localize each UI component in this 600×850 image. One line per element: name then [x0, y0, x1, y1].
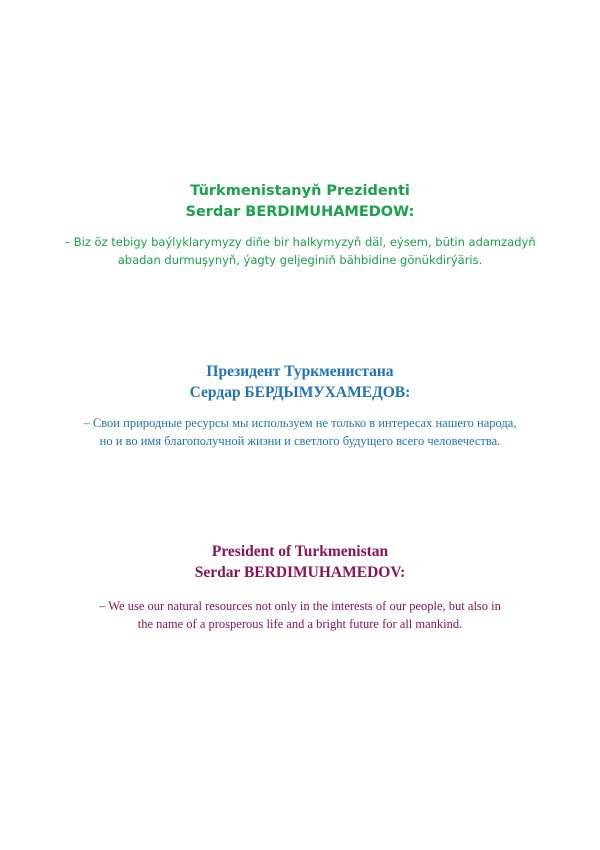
russian-title-line1: Президент Туркменистана	[206, 363, 394, 380]
russian-quote-section	[0, 361, 600, 450]
turkmen-title-line1: Türkmenistanyň Prezidenti	[190, 183, 410, 199]
russian-quote-line1: – Свои природные ресурсы мы используем не только в интересах нашего народа,	[83, 416, 517, 430]
english-quote-line2: the name of a prosperous life and a bright future for all mankind.	[137, 617, 463, 631]
turkmen-quote-line1: – Biz öz tebigy baýlyklarymyzy diňe bir halkymyzyň däl, eýsem, bütin adamzadyň	[64, 235, 536, 249]
english-quote-line1: – We use our natural resources not only in the interests of our people, but also in	[99, 599, 501, 613]
english-title-line1: President of Turkmenistan	[211, 543, 389, 560]
turkmen-quote-line2: abadan durmuşynyň, ýagty geljeginiň bähbidine gönükdirýäris.	[117, 253, 483, 267]
russian-title-line2: Сердар БЕРДЫМУХАМЕДОВ:	[189, 384, 411, 401]
english-quote	[0, 597, 600, 633]
english-quote-section	[0, 541, 600, 633]
english-title	[0, 541, 600, 583]
turkmen-title	[0, 181, 600, 223]
turkmen-quote-section	[0, 181, 600, 269]
turkmen-quote	[0, 233, 600, 269]
russian-title	[0, 361, 600, 403]
russian-quote-line2: но и во имя благополучной жизни и светлого будущего всего человечества.	[99, 434, 501, 448]
english-title-line2: Serdar BERDIMUHAMEDOV:	[194, 564, 406, 581]
turkmen-title-line2: Serdar BERDIMUHAMEDOW:	[185, 204, 415, 220]
russian-quote	[0, 414, 600, 450]
